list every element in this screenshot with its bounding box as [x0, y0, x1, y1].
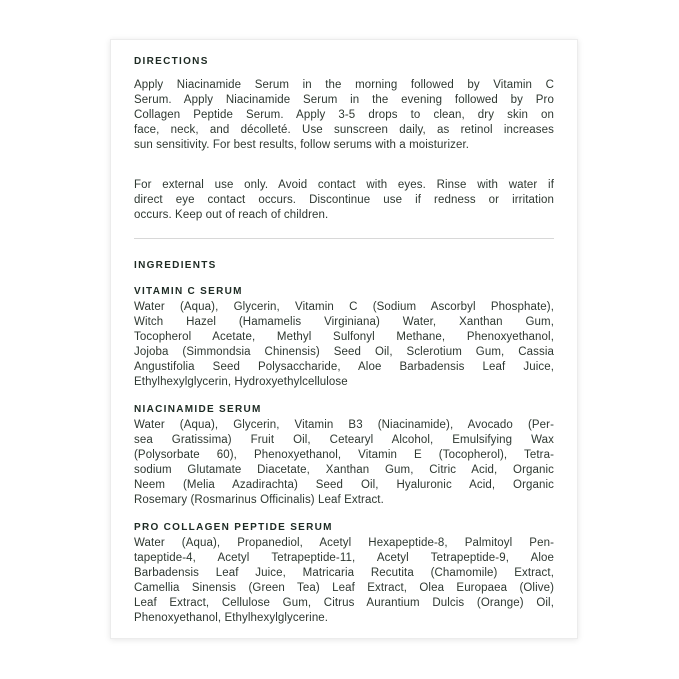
text-line: Ethylhexylglycerin, Hydroxyethylcellulose [134, 376, 348, 388]
text-line: Water (Aqua), Glycerin, Vitamin B3 (Niacinamide), Avocado (Per- [134, 419, 554, 431]
directions-heading: DIRECTIONS [134, 56, 209, 67]
text-line: For external use only. Avoid contact with eyes. Rinse with water if [134, 179, 554, 191]
text-line: Angustifolia Seed Polysaccharide, Aloe Barbadensis Leaf Juice, [134, 361, 554, 373]
text-line: Collagen Peptide Serum. Apply 3-5 drops to clean, dry skin on [134, 109, 554, 121]
text-line: Jojoba (Simmondsia Chinensis) Seed Oil, Sclerotium Gum, Cassia [134, 346, 554, 358]
directions-paragraph-usage [134, 78, 554, 153]
text-line: tapeptide-4, Acetyl Tetrapeptide-11, Acetyl Tetrapeptide-9, Aloe [134, 552, 554, 564]
ingredient-list-pro-collagen-peptide-serum [134, 536, 554, 626]
text-line: direct eye contact occurs. Discontinue use if redness or irritation [134, 194, 554, 206]
text-line: Water (Aqua), Propanediol, Acetyl Hexapeptide-8, Palmitoyl Pen- [134, 537, 554, 549]
text-line: Barbadensis Leaf Juice, Matricaria Recutita (Chamomile) Extract, [134, 567, 554, 579]
ingredient-section-heading-niacinamide-serum: NIACINAMIDE SERUM [134, 404, 262, 415]
directions-paragraph-warning [134, 178, 554, 223]
text-line: Camellia Sinensis (Green Tea) Leaf Extract, Olea Europaea (Olive) [134, 582, 554, 594]
text-line: face, neck, and décolleté. Use sunscreen daily, as retinol increases [134, 124, 554, 136]
text-line: Rosemary (Rosmarinus Officinalis) Leaf Extract. [134, 494, 384, 506]
text-line: Leaf Extract, Cellulose Gum, Citrus Aurantium Dulcis (Orange) Oil, [134, 597, 554, 609]
text-line: Water (Aqua), Glycerin, Vitamin C (Sodium Ascorbyl Phosphate), [134, 301, 554, 313]
text-line: Serum. Apply Niacinamide Serum in the evening followed by Pro [134, 94, 554, 106]
ingredients-heading: INGREDIENTS [134, 260, 217, 271]
text-line: sodium Glutamate Diacetate, Xanthan Gum, Citric Acid, Organic [134, 464, 554, 476]
text-line: occurs. Keep out of reach of children. [134, 209, 329, 221]
product-label-card [110, 39, 578, 639]
text-line: Tocopherol Acetate, Methyl Sulfonyl Methane, Phenoxyethanol, [134, 331, 554, 343]
ingredient-list-vitamin-c-serum [134, 300, 554, 390]
ingredient-list-niacinamide-serum [134, 418, 554, 508]
text-line: sea Gratissima) Fruit Oil, Cetearyl Alcohol, Emulsifying Wax [134, 434, 554, 446]
text-line: (Polysorbate 60), Phenoxyethanol, Vitamin E (Tocopherol), Tetra- [134, 449, 554, 461]
text-line: Apply Niacinamide Serum in the morning followed by Vitamin C [134, 79, 554, 91]
section-divider [134, 238, 554, 239]
ingredient-section-heading-pro-collagen-peptide-serum: PRO COLLAGEN PEPTIDE SERUM [134, 522, 333, 533]
ingredient-section-heading-vitamin-c-serum: VITAMIN C SERUM [134, 286, 243, 297]
text-line: Phenoxyethanol, Ethylhexylglycerine. [134, 612, 329, 624]
text-line: Neem (Melia Azadirachta) Seed Oil, Hyaluronic Acid, Organic [134, 479, 554, 491]
text-line: Witch Hazel (Hamamelis Virginiana) Water, Xanthan Gum, [134, 316, 554, 328]
text-line: sun sensitivity. For best results, follow serums with a moisturizer. [134, 139, 470, 151]
